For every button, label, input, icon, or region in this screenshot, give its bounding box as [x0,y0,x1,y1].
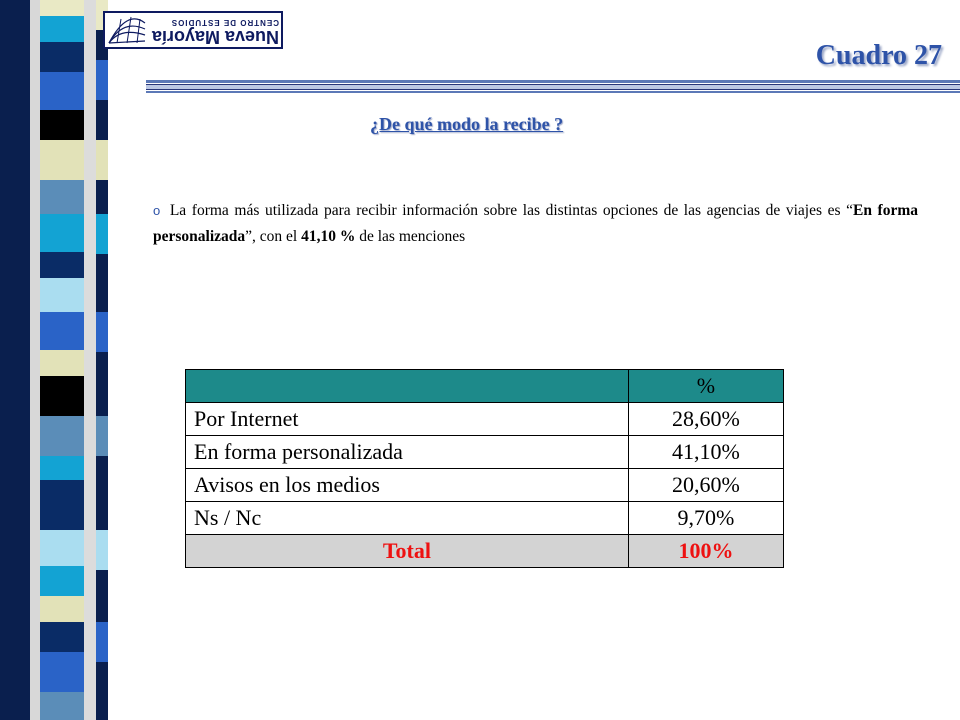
results-table [185,369,784,568]
row-label: Ns / Nc [186,502,629,535]
decorative-left-strip [0,0,108,720]
row-label: Por Internet [186,403,629,436]
paragraph-text-2: ”, con el [245,228,302,245]
table-row [186,403,784,436]
table-row [186,502,784,535]
table-row [186,436,784,469]
summary-paragraph [153,198,918,250]
row-value: 20,60% [628,469,783,502]
row-value: 9,70% [628,502,783,535]
nueva-mayoria-logo [103,11,283,49]
logo-name: Nueva Mayoría [151,27,279,47]
row-label: En forma personalizada [186,436,629,469]
paragraph-text-1: La forma más utilizada para recibir información sobre las distintas opciones de las agencias de viajes es “ [169,202,853,219]
header-cell-percent: % [628,370,783,403]
title-divider [146,80,960,94]
globe-grid-icon [107,15,147,45]
paragraph-bold-1: En forma personalizada [153,202,918,245]
header-cell-label [186,370,629,403]
table-total-row [186,535,784,568]
logo-wordmark [149,17,279,47]
table-header-row [186,370,784,403]
question-heading: ¿De qué modo la recibe ? [370,114,564,134]
paragraph-bold-2: 41,10 % [301,228,356,245]
paragraph-text-3: de las menciones [355,228,466,245]
total-value: 100% [628,535,783,568]
row-value: 41,10% [628,436,783,469]
row-value: 28,60% [628,403,783,436]
total-label: Total [186,535,629,568]
row-label: Avisos en los medios [186,469,629,502]
table-row [186,469,784,502]
bullet-icon: o [153,203,161,218]
page-title: Cuadro 27 [815,40,942,71]
logo-subtitle: CENTRO DE ESTUDIOS [170,18,279,27]
